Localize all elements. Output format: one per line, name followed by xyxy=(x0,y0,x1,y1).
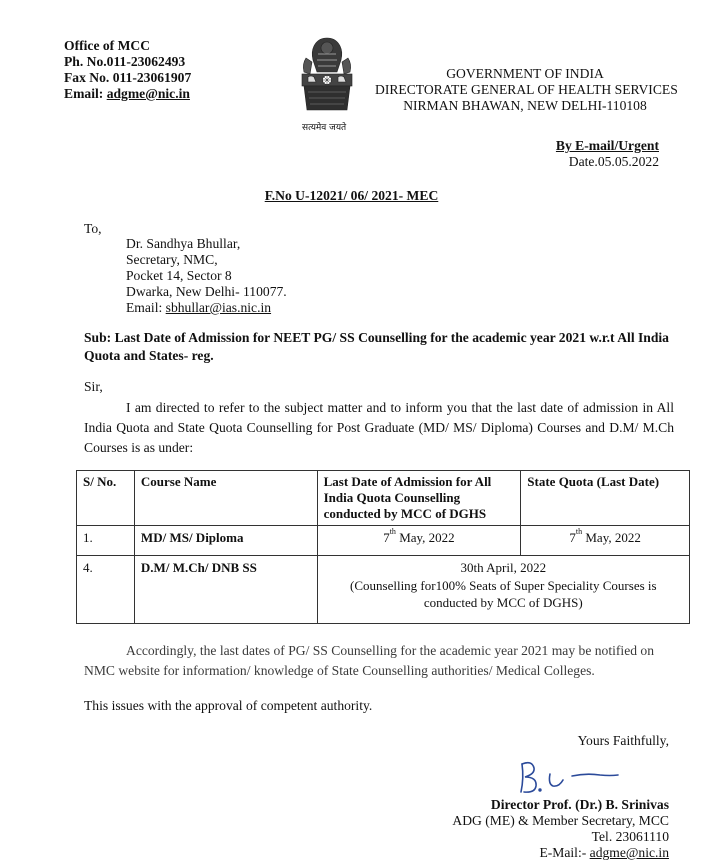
addressee-block xyxy=(126,236,287,316)
office-details xyxy=(64,38,191,102)
letter-date: Date.05.05.2022 xyxy=(568,154,659,169)
signature-image xyxy=(516,752,626,796)
aiq-month-year: May, 2022 xyxy=(395,530,455,545)
addressee-email-label: Email: xyxy=(126,300,163,315)
cell-aiq-date xyxy=(317,526,521,556)
file-number xyxy=(0,187,703,205)
signatory-email-line xyxy=(452,845,669,861)
merged-note: (Counselling for100% Seats of Super Speciality Courses is conducted by MCC of DGHS) xyxy=(350,577,657,611)
addressee-address-line-2: Dwarka, New Delhi- 110077. xyxy=(126,284,287,299)
accordingly-text: Accordingly, the last dates of PG/ SS Counselling for the academic year 2021 may be notified on NMC website for information/ knowledge of State Counselling authorities/ Medical Colleges. xyxy=(84,643,655,678)
government-header xyxy=(375,66,678,114)
urgent-label: By E-mail/Urgent xyxy=(555,138,659,153)
file-number-text: F.No U-12021/ 06/ 2021- MEC xyxy=(264,188,439,203)
national-emblem-icon xyxy=(292,36,362,136)
govt-line-1: GOVERNMENT OF INDIA xyxy=(446,66,604,81)
cell-sno: 1. xyxy=(77,526,135,556)
aiq-day-suffix: th xyxy=(389,527,396,536)
signatory-block xyxy=(452,797,669,861)
state-month-year: May, 2022 xyxy=(582,530,641,545)
signatory-name: Director Prof. (Dr.) B. Srinivas xyxy=(490,797,669,812)
govt-line-3: NIRMAN BHAWAN, NEW DELHI-110108 xyxy=(403,98,647,113)
cell-state-date xyxy=(521,526,690,556)
state-day: 7 xyxy=(569,530,576,545)
subject-line: Sub: Last Date of Admission for NEET PG/ SS Counselling for the academic year 2021 w.r.t All India Quota and States- reg. xyxy=(84,330,669,363)
office-email-label: Email: xyxy=(64,86,104,101)
addressee-name: Dr. Sandhya Bhullar, xyxy=(126,236,241,251)
emblem-motto: सत्यमेव जयते xyxy=(302,123,347,133)
urgent-block xyxy=(556,138,659,170)
cell-sno: 4. xyxy=(77,556,135,624)
state-day-suffix: th xyxy=(575,527,583,536)
column-header-course: Course Name xyxy=(134,471,317,526)
accordingly-paragraph xyxy=(84,641,674,681)
addressee-address-line-1: Pocket 14, Sector 8 xyxy=(126,268,232,283)
closing: Yours Faithfully, xyxy=(577,733,669,748)
table-row xyxy=(77,526,690,556)
addressee-email-line xyxy=(126,300,287,316)
aiq-day: 7 xyxy=(383,530,390,545)
salutation: Sir, xyxy=(84,379,103,394)
column-header-sno: S/ No. xyxy=(77,471,135,526)
signatory-email-link[interactable]: adgme@nic.in xyxy=(589,845,669,860)
cell-course: MD/ MS/ Diploma xyxy=(134,526,317,556)
office-name: Office of MCC xyxy=(64,38,151,53)
table-row xyxy=(77,556,690,624)
addressee-designation: Secretary, NMC, xyxy=(126,252,218,267)
issues-line: This issues with the approval of competent authority. xyxy=(84,698,373,713)
column-header-state: State Quota (Last Date) xyxy=(521,471,690,526)
body-paragraph xyxy=(84,398,674,458)
office-email-line xyxy=(64,86,191,102)
office-phone: Ph. No.011-23062493 xyxy=(64,54,186,69)
addressee-email-link[interactable]: sbhullar@ias.nic.in xyxy=(165,300,272,315)
merged-date: 30th April, 2022 xyxy=(460,560,547,575)
table-header-row xyxy=(77,471,690,526)
signatory-designation: ADG (ME) & Member Secretary, MCC xyxy=(452,813,669,828)
column-header-aiq: Last Date of Admission for All India Quota Counselling conducted by MCC of DGHS xyxy=(317,471,521,526)
signatory-phone: Tel. 23061110 xyxy=(591,829,669,844)
to-label: To, xyxy=(84,221,102,236)
office-email-link[interactable]: adgme@nic.in xyxy=(106,86,190,101)
cell-merged-date xyxy=(317,556,689,624)
body-text: I am directed to refer to the subject matter and to inform you that the last date of admission in All India Quota and State Quota Counselling for Post Graduate (MD/ MS/ Diploma) Courses and D.M/ M.Ch Courses is as under: xyxy=(84,400,674,455)
govt-line-2: DIRECTORATE GENERAL OF HEALTH SERVICES xyxy=(375,82,678,97)
cell-course: D.M/ M.Ch/ DNB SS xyxy=(134,556,317,624)
admission-dates-table xyxy=(76,470,690,624)
signatory-email-label: E-Mail:- xyxy=(539,845,587,860)
office-fax: Fax No. 011-23061907 xyxy=(64,70,192,85)
